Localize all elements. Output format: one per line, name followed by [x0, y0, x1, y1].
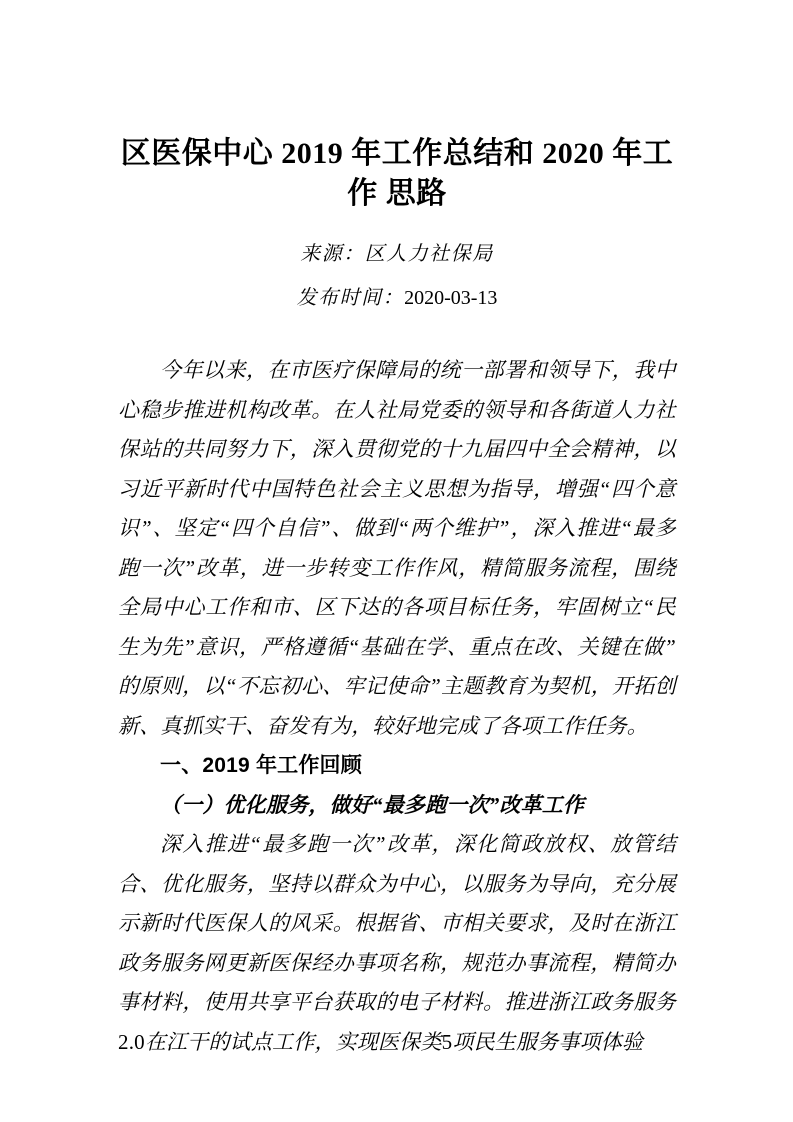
paragraph-text-part-3: 项民生服务事项体验 [452, 1029, 644, 1054]
paragraph-number-5: 5 [441, 1029, 453, 1054]
document-body [118, 351, 676, 1062]
publish-date-value: 2020-03-13 [404, 287, 498, 309]
paragraph-number-2-0: 2.0 [118, 1029, 145, 1054]
paragraph-text-part-2: 在江干的试点工作，实现医保类 [144, 1029, 442, 1054]
document-content-column [118, 0, 676, 1062]
document-publish-date [118, 287, 676, 309]
page-title-line-2: 思路 [385, 177, 447, 210]
heading-subsection-1-1: （一）优化服务，做好“最多跑一次”改革工作 [160, 792, 585, 817]
paragraph-section-1-1-body [118, 825, 676, 1062]
page-title-line-1: 区医保中心 2019 年工作总结和 2020 年工作 [120, 137, 674, 210]
document-source: 来源：区人力社保局 [300, 243, 494, 265]
heading-section-1: 一、2019 年工作回顾 [160, 754, 362, 777]
page-title [118, 0, 676, 214]
publish-date-label: 发布时间： [296, 287, 405, 309]
paragraph-intro: 今年以来，在市医疗保障局的统一部署和领导下，我中心稳步推进机构改革。在人社局党委的领导和各街道人力社保站的共同努力下，深入贯彻党的十九届四中全会精神，以习近平新时代中国特色社会主义思想为指导，增强“四个意识”、坚定“四个自信”、做到“两个维护”，深入推进“最多跑一次”改革，进一步转变工作作风，精简服务流程，围绕全局中心工作和市、区下达的各项目标任务，牢固树立“民生为先”意识，严格遵循“基础在学、重点在改、关键在做”的原则，以“不忘初心、牢记使命”主题教育为契机，开拓创新、真抓实干、奋发有为，较好地完成了各项工作任务。 [118, 358, 676, 738]
paragraph-text-part-1: 深入推进“最多跑一次”改革，深化简政放权、放管结合、优化服务，坚持以群众为中心，以服务为导向，充分展示新时代医保人的风采。根据省、市相关要求，及时在浙江政务服务网更新医保经办事项名称，规范办事流程，精简办事材料，使用共享平台获取的电子材料。推进浙江政务服务 [118, 832, 676, 1014]
